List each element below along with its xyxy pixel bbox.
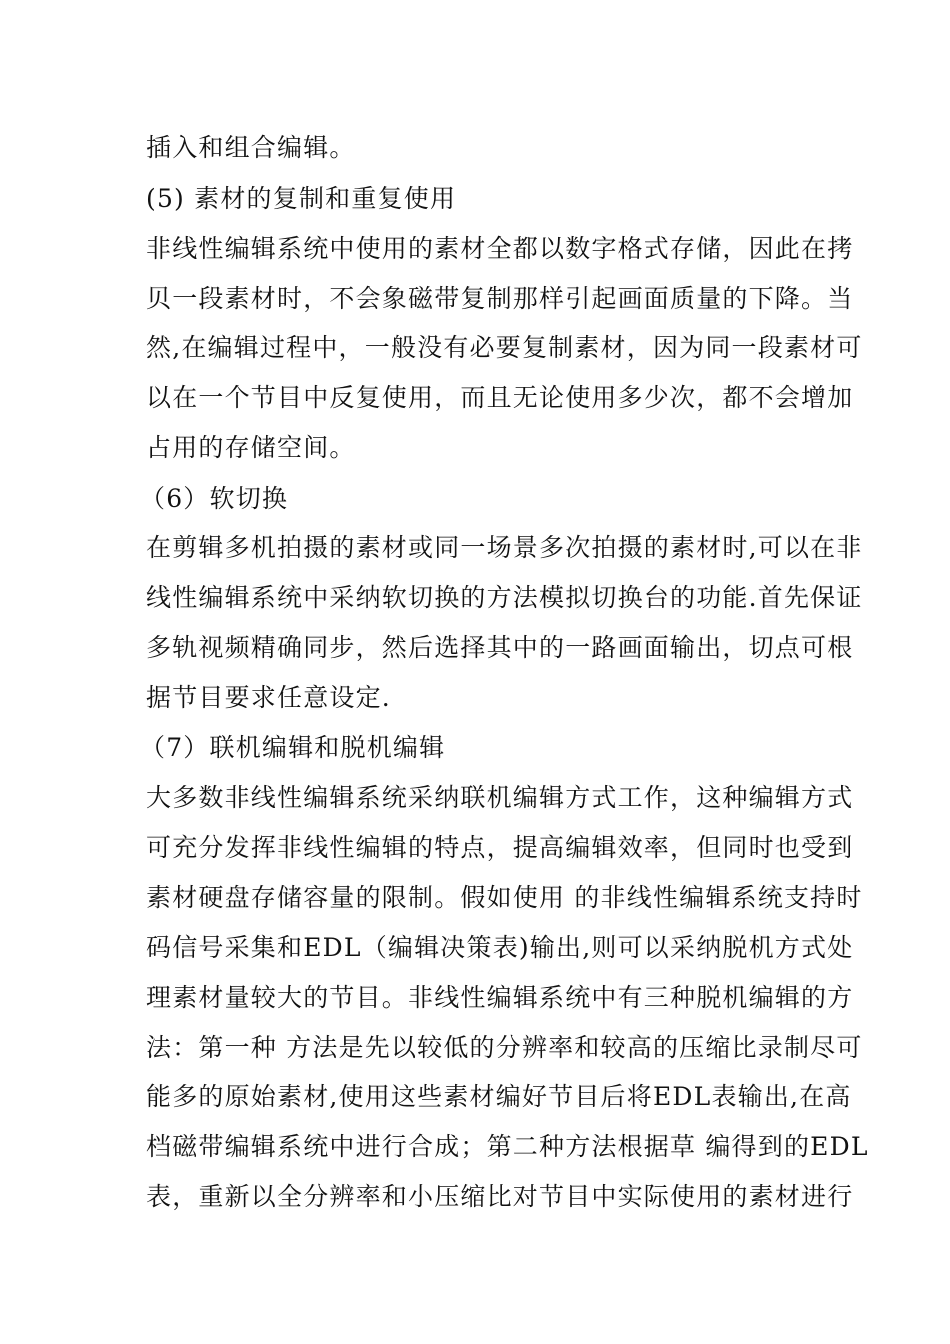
text-line: 法：第一种 方法是先以较低的分辨率和较高的压缩比录制尽可 bbox=[146, 1033, 863, 1062]
text-line: 可充分发挥非线性编辑的特点，提高编辑效率，但同时也受到 bbox=[146, 833, 854, 862]
text-line: 贝一段素材时，不会象磁带复制那样引起画面质量的下降。当 bbox=[146, 284, 854, 313]
text-line: 素材硬盘存储容量的限制。假如使用 的非线性编辑系统支持时 bbox=[146, 883, 863, 912]
text-line: 档磁带编辑系统中进行合成；第二种方法根据草 编得到的EDL bbox=[146, 1132, 869, 1161]
section-heading: (5) 素材的复制和重复使用 bbox=[146, 184, 457, 213]
text-line: 插入和组合编辑。 bbox=[146, 133, 356, 162]
section-heading: （7）联机编辑和脱机编辑 bbox=[140, 733, 446, 762]
section-heading: （6）软切换 bbox=[140, 484, 289, 513]
text-line: 以在一个节目中反复使用，而且无论使用多少次，都不会增加 bbox=[146, 383, 854, 412]
text-line: 非线性编辑系统中使用的素材全都以数字格式存储，因此在拷 bbox=[146, 234, 854, 263]
text-line: 据节目要求任意设定. bbox=[146, 683, 391, 712]
text-line: 码信号采集和EDL（编辑决策表)输出,则可以采纳脱机方式处 bbox=[146, 933, 854, 962]
text-line: 线性编辑系统中采纳软切换的方法模拟切换台的功能.首先保证 bbox=[146, 583, 863, 612]
text-line: 理素材量较大的节目。非线性编辑系统中有三种脱机编辑的方 bbox=[146, 983, 854, 1012]
text-line: 大多数非线性编辑系统采纳联机编辑方式工作，这种编辑方式 bbox=[146, 783, 854, 812]
text-line: 多轨视频精确同步，然后选择其中的一路画面输出，切点可根 bbox=[146, 633, 854, 662]
text-line: 占用的存储空间。 bbox=[146, 433, 356, 462]
text-line: 然,在编辑过程中，一般没有必要复制素材，因为同一段素材可 bbox=[146, 333, 863, 362]
text-line: 在剪辑多机拍摄的素材或同一场景多次拍摄的素材时,可以在非 bbox=[146, 533, 863, 562]
text-line: 能多的原始素材,使用这些素材编好节目后将EDL表输出,在高 bbox=[146, 1082, 852, 1111]
text-line: 表，重新以全分辨率和小压缩比对节目中实际使用的素材进行 bbox=[146, 1182, 854, 1211]
